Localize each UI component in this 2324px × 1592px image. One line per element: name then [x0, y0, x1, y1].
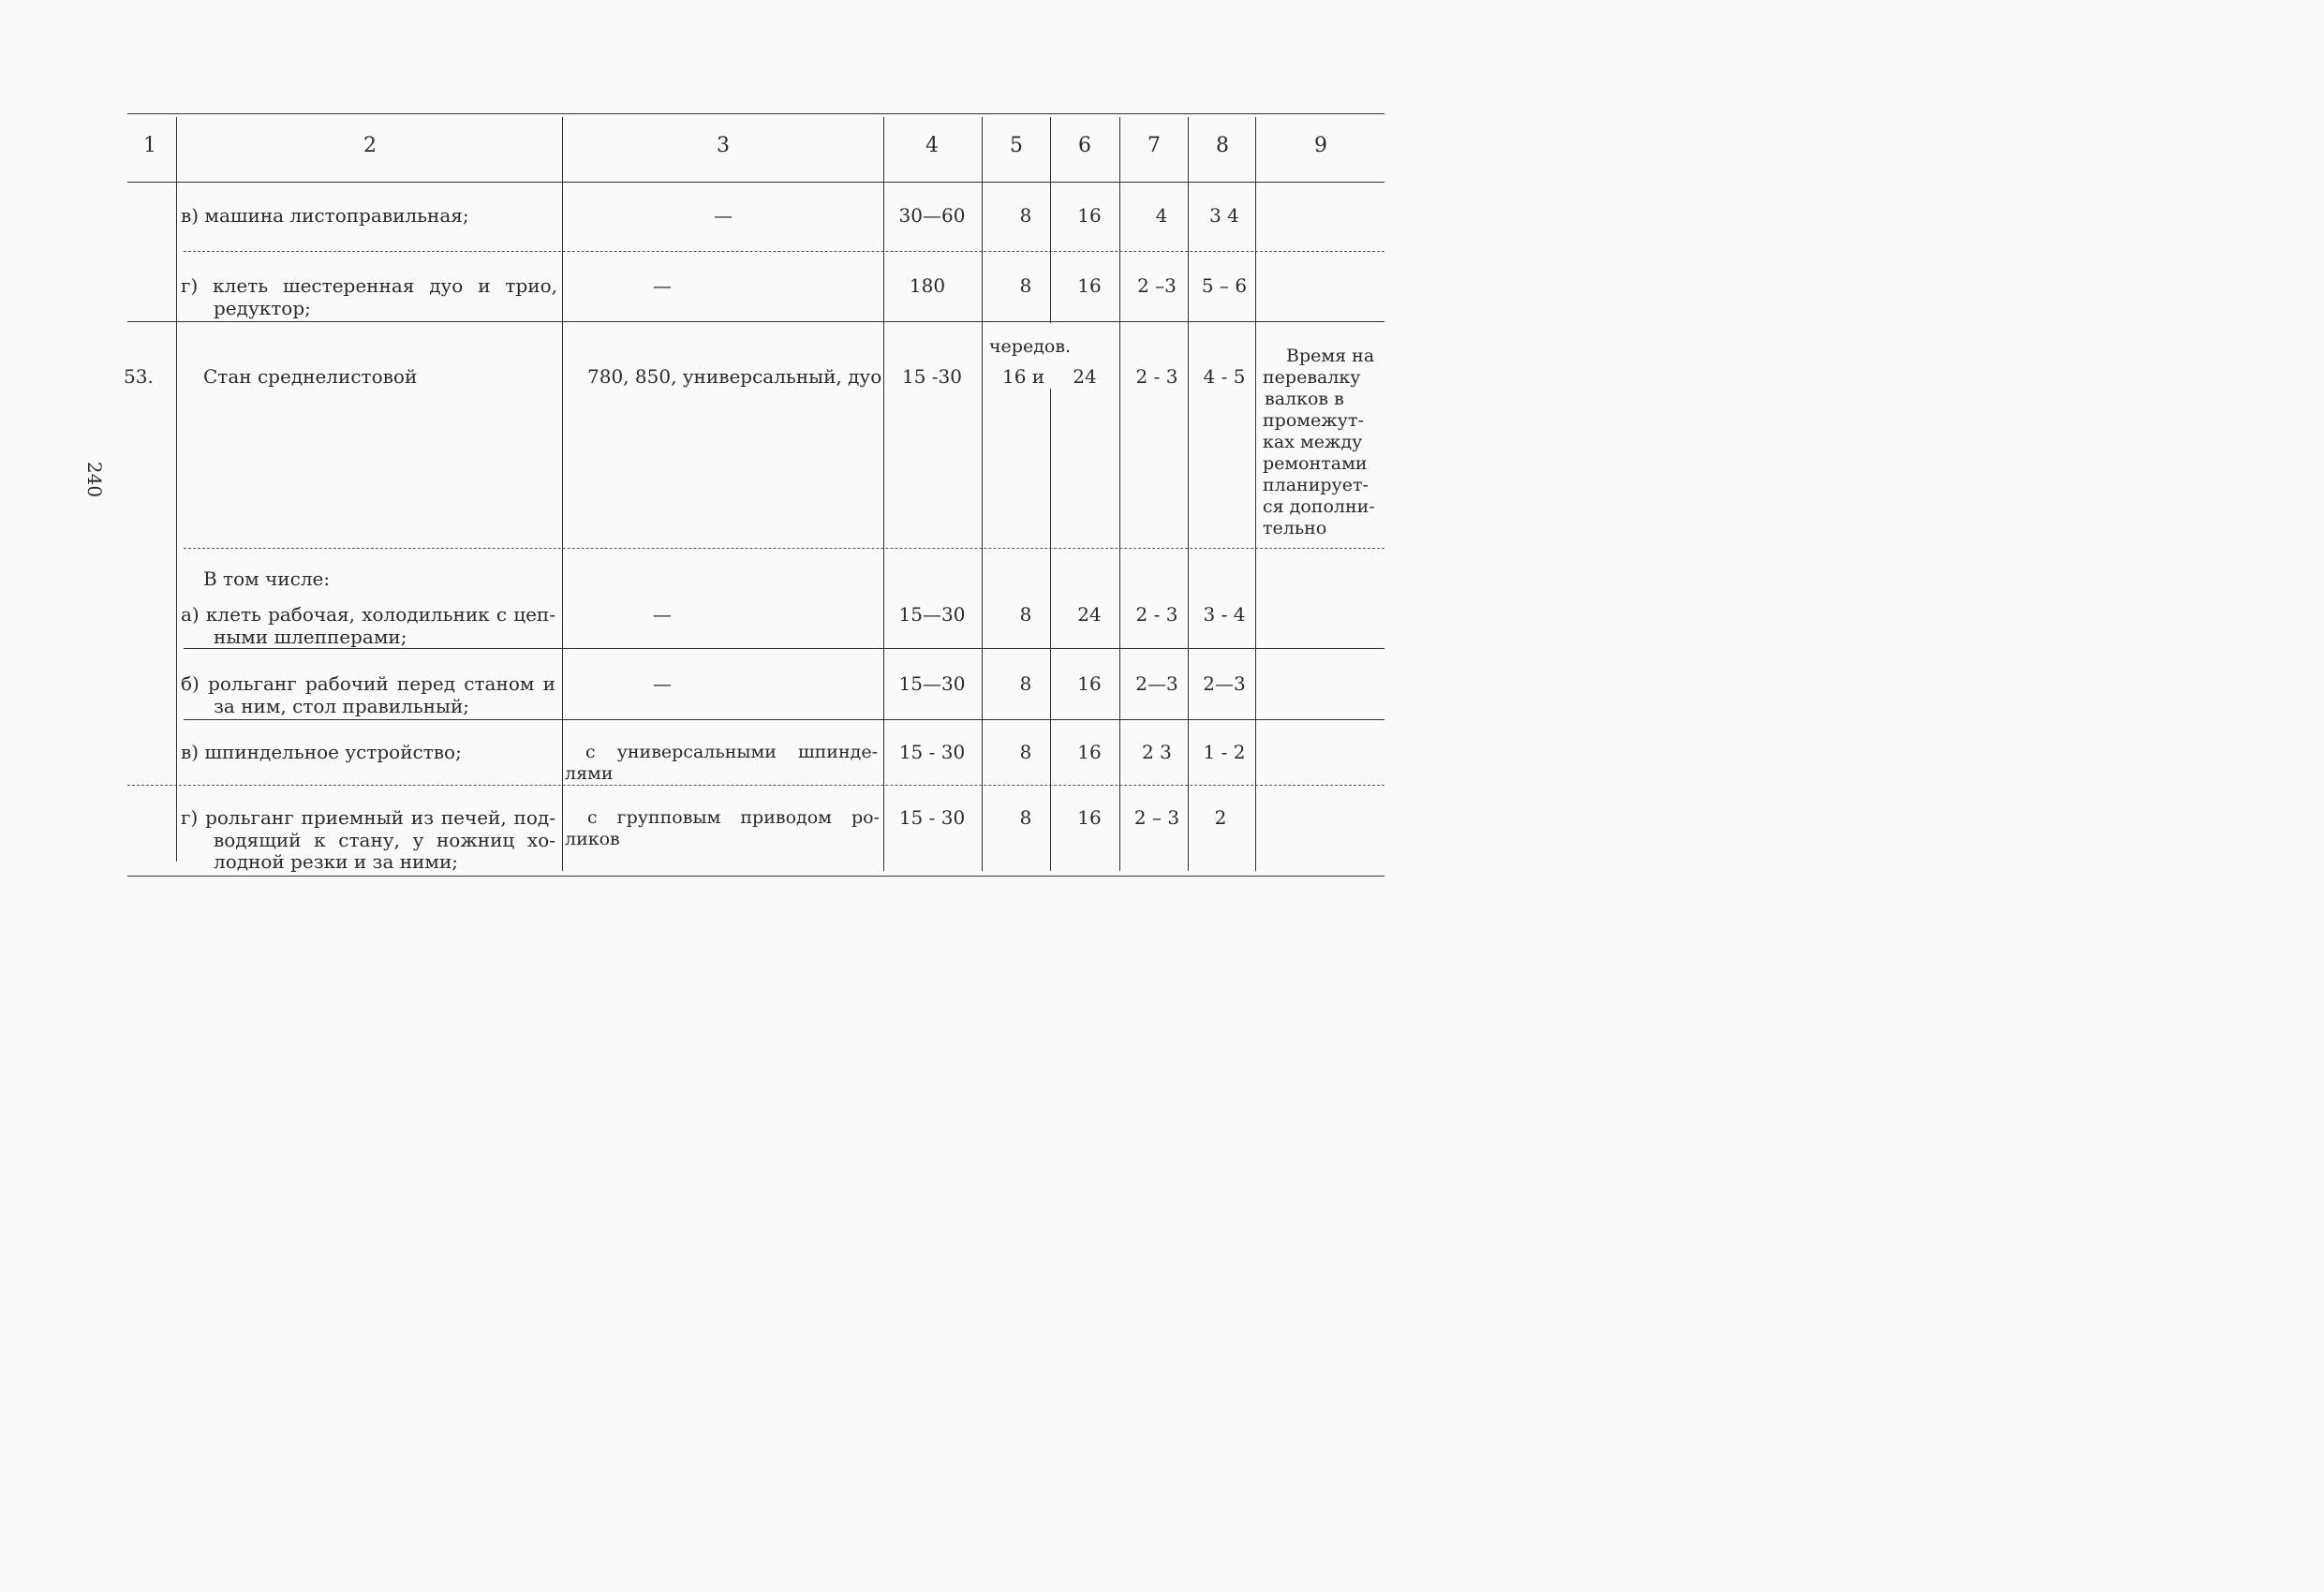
row-col-4: 15 - 30	[898, 806, 966, 829]
row-col-5: 8	[1019, 806, 1032, 829]
col-divider	[562, 117, 563, 871]
row-number: 53.	[124, 365, 154, 388]
row-divider	[184, 548, 1384, 549]
row-col-5: 8	[1019, 741, 1032, 763]
row-col-8: 2—3	[1203, 672, 1246, 695]
row-intro: В том числе:	[203, 568, 331, 590]
row-col-6: 16	[1077, 204, 1102, 227]
row-col-5: 8	[1019, 672, 1032, 695]
note-line: ках между	[1263, 432, 1363, 452]
page-number: 240	[83, 461, 107, 498]
row-col-4: 15—30	[898, 603, 966, 626]
row-col-7: 2 3	[1142, 741, 1172, 763]
row-name: Стан среднелистовой	[203, 365, 418, 388]
header-col-8: 8	[1216, 134, 1229, 157]
row-col-6: 16	[1077, 806, 1102, 829]
row-col-8: 1 - 2	[1203, 741, 1246, 763]
row-name-line-2: за ним, стол правильный;	[214, 695, 470, 717]
row-col-4: 30—60	[898, 204, 966, 227]
row-col-3: —	[653, 672, 672, 695]
row-divider	[184, 719, 1384, 720]
row-col-3-line-1: с групповым приводом ро-	[587, 807, 880, 828]
note-line: валков в	[1265, 389, 1344, 409]
row-divider	[127, 785, 1384, 786]
row-col-3-line-2: лями	[565, 763, 614, 784]
row-col-4: 15 -30	[901, 365, 962, 388]
header-col-6: 6	[1078, 134, 1091, 157]
row-name-line-1: г) рольганг приемный из печей, под-	[181, 806, 555, 829]
table-bottom-rule	[127, 876, 1384, 877]
note-line: ся дополни-	[1263, 496, 1375, 517]
row-col-5: 16 и	[1002, 365, 1045, 388]
row-name: в) шпиндельное устройство;	[181, 741, 462, 763]
header-col-2: 2	[363, 134, 377, 157]
header-col-9: 9	[1314, 134, 1327, 157]
note-line: Время на	[1286, 346, 1375, 366]
row-col-3: —	[714, 204, 733, 227]
row-col-7: 2 – 3	[1133, 806, 1180, 829]
row-name-line-3: лодной резки и за ними;	[214, 850, 459, 873]
col-divider	[982, 117, 983, 871]
row-name-line-2: ными шлепперами;	[214, 626, 407, 648]
row-col-7: 2—3	[1135, 672, 1178, 695]
row-divider	[127, 321, 1384, 322]
row-col-4: 15—30	[898, 672, 966, 695]
row-col-3-line-2: ликов	[565, 829, 620, 849]
row-col-6: 24	[1077, 603, 1102, 626]
row-col-3-line-1: с универсальными шпинде-	[585, 742, 878, 762]
note-line: ремонтами	[1263, 453, 1368, 474]
row-col-6: 16	[1077, 672, 1102, 695]
row-col-7: 4	[1155, 204, 1168, 227]
row-col-7: 2 - 3	[1135, 365, 1178, 388]
col-divider	[883, 117, 884, 871]
header-col-7: 7	[1147, 134, 1161, 157]
row-divider	[184, 648, 1384, 649]
row-col-8: 4 - 5	[1203, 365, 1246, 388]
row-col-6: 16	[1077, 741, 1102, 763]
col-divider	[1050, 389, 1051, 871]
note-line: промежут-	[1263, 410, 1364, 431]
row-col-5: 8	[1019, 603, 1032, 626]
row-col-8: 3 - 4	[1203, 603, 1246, 626]
row-divider	[184, 251, 1384, 252]
row-col-3: 780, 850, универсальный, дуо	[587, 365, 882, 388]
row-col-7: 2 - 3	[1135, 603, 1178, 626]
header-col-5: 5	[1010, 134, 1023, 157]
header-bottom-rule	[127, 182, 1384, 183]
note-line: планирует-	[1263, 475, 1369, 495]
row-col-4: 15 - 30	[898, 741, 966, 763]
row-col-5: 8	[1019, 204, 1032, 227]
row-col-8: 2	[1214, 806, 1227, 829]
row-name: в) машина листоправильная;	[181, 204, 469, 227]
row-col-5-top: чередов.	[989, 336, 1072, 357]
row-name-line-1: а) клеть рабочая, холодильник с цеп-	[181, 603, 555, 626]
row-col-4: 180	[909, 274, 946, 297]
row-col-8: 3 4	[1209, 204, 1239, 227]
row-name-line-2: водящий к стану, у ножниц хо-	[214, 829, 555, 851]
note-line: тельно	[1263, 518, 1327, 538]
note-line: перевалку	[1263, 367, 1361, 388]
row-col-7: 2 –3	[1137, 274, 1177, 297]
header-col-4: 4	[925, 134, 939, 157]
table-top-rule	[127, 113, 1384, 114]
header-col-3: 3	[717, 134, 730, 157]
row-col-6: 16	[1077, 274, 1102, 297]
row-col-3: —	[653, 603, 672, 626]
row-col-3: —	[653, 274, 672, 297]
row-col-6: 24	[1073, 365, 1097, 388]
row-col-8: 5 – 6	[1201, 274, 1248, 297]
row-col-5: 8	[1019, 274, 1032, 297]
header-col-1: 1	[143, 134, 156, 157]
row-name-line-1: г) клеть шестеренная дуо и трио,	[181, 274, 557, 297]
row-name-line-2: редуктор;	[214, 297, 311, 319]
col-divider	[176, 117, 177, 862]
row-name-line-1: б) рольганг рабочий перед станом и	[181, 672, 555, 695]
